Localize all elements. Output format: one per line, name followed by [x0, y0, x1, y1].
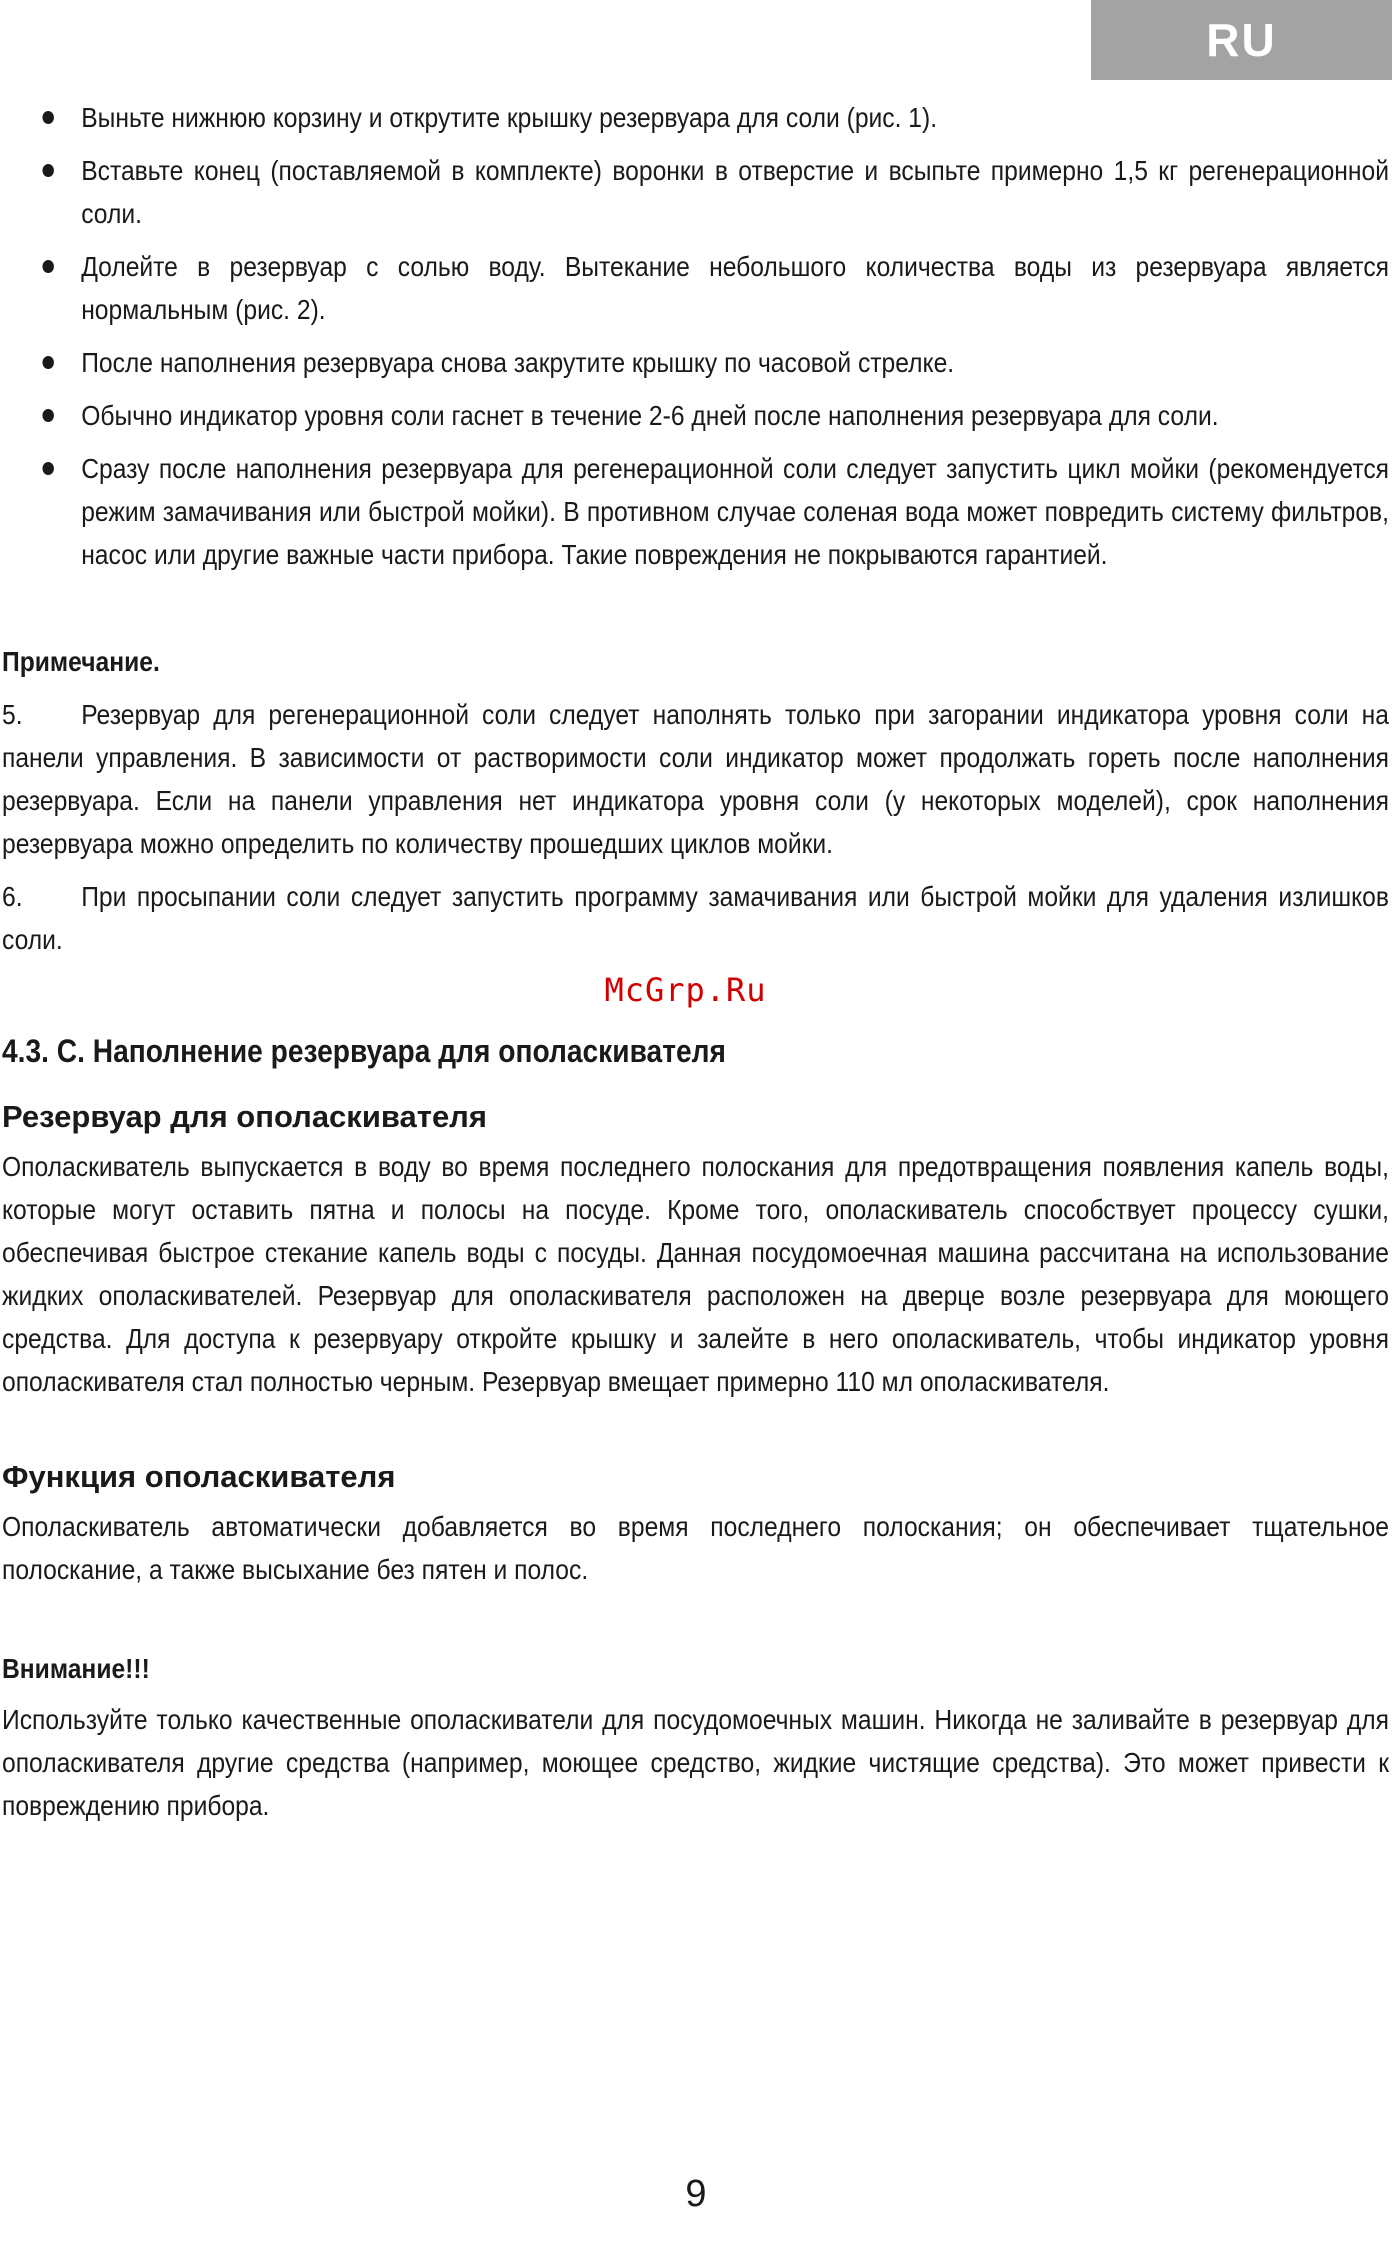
bullet-icon	[42, 462, 53, 475]
page-number: 9	[685, 2173, 707, 2215]
note-item-number: 6.	[2, 881, 23, 912]
salt-instructions-list	[2, 96, 1389, 576]
rinse-function-heading: Функция ополаскивателя	[2, 1459, 396, 1494]
note-item-text: При просыпании соли следует запустить программу замачивания или быстрой мойки для удаления излишков соли.	[2, 881, 1389, 955]
list-item-text: Долейте в резервуар с солью воду. Вытекание небольшого количества воды из резервуара является нормальным (рис. 2).	[81, 251, 1389, 325]
bullet-icon	[42, 111, 53, 124]
note-heading: Примечание.	[2, 646, 160, 677]
attention-heading: Внимание!!!	[2, 1653, 150, 1684]
list-item-text: Вставьте конец (поставляемой в комплекте) воронки в отверстие и всыпьте примерно 1,5 кг регенерационной соли.	[81, 155, 1389, 229]
list-item-text: Обычно индикатор уровня соли гаснет в течение 2-6 дней после наполнения резервуара для соли.	[81, 400, 1219, 431]
list-item	[2, 245, 1389, 331]
note-item-number: 5.	[2, 699, 23, 730]
list-item	[2, 149, 1389, 235]
rinse-reservoir-heading: Резервуар для ополаскивателя	[2, 1099, 487, 1134]
list-item	[2, 394, 1389, 437]
note-item-5	[2, 693, 1389, 865]
bullet-icon	[42, 356, 53, 369]
attention-paragraph: Используйте только качественные ополаскиватели для посудомоечных машин. Никогда не заливайте в резервуар для ополаскивателя другие средства (например, моющее средство, жидкие чистящие средства). Это может привести к повреждению прибора.	[2, 1704, 1389, 1821]
language-badge: RU	[1091, 0, 1392, 80]
list-item-text: Сразу после наполнения резервуара для регенерационной соли следует запустить цикл мойки (рекомендуется режим замачивания или быстрой мойки). В противном случае соленая вода может повредить систему фильтров, насос или другие важные части прибора. Такие повреждения не покрываются гарантией.	[81, 453, 1389, 570]
rinse-reservoir-paragraph: Ополаскиватель выпускается в воду во время последнего полоскания для предотвращения появления капель воды, которые могут оставить пятна и полосы на посуде. Кроме того, ополаскиватель способствует процессу сушки, обеспечивая быстрое стекание капель воды с посуды. Данная посудомоечная машина рассчитана на использование жидких ополаскивателей. Резервуар для ополаскивателя расположен на дверце возле резервуара для моющего средства. Для доступа к резервуару откройте крышку и залейте в него ополаскиватель, чтобы индикатор уровня ополаскивателя стал полностью черным. Резервуар вмещает примерно 110 мл ополаскивателя.	[2, 1151, 1389, 1397]
list-item-text: После наполнения резервуара снова закрутите крышку по часовой стрелке.	[81, 347, 955, 378]
section-heading: 4.3. C. Наполнение резервуара для ополаскивателя	[2, 1033, 726, 1069]
watermark-text: McGrp.Ru	[604, 971, 767, 1009]
list-item-text: Выньте нижнюю корзину и открутите крышку резервуара для соли (рис. 1).	[81, 102, 938, 133]
bullet-icon	[42, 260, 53, 273]
bullet-icon	[42, 164, 53, 177]
list-item	[2, 96, 1389, 139]
list-item	[2, 341, 1389, 384]
page-content	[2, 96, 1389, 1827]
rinse-function-paragraph: Ополаскиватель автоматически добавляется во время последнего полоскания; он обеспечивает тщательное полоскание, а также высыхание без пятен и полос.	[2, 1511, 1389, 1585]
note-item-6	[2, 875, 1389, 961]
bullet-icon	[42, 409, 53, 422]
list-item	[2, 447, 1389, 576]
note-item-text: Резервуар для регенерационной соли следует наполнять только при загорании индикатора уровня соли на панели управления. В зависимости от растворимости соли индикатор может продолжать гореть после наполнения резервуара. Если на панели управления нет индикатора уровня соли (у некоторых моделей), срок наполнения резервуара можно определить по количеству прошедших циклов мойки.	[2, 699, 1389, 859]
